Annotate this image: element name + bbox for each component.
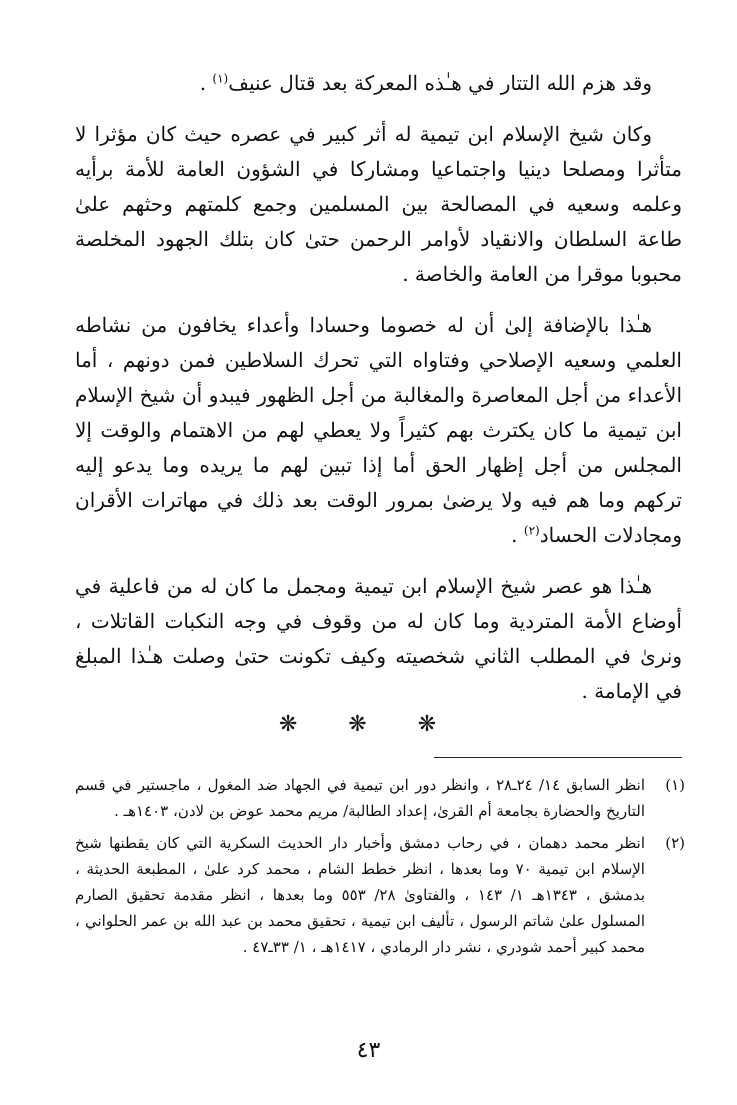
paragraph-1 — [75, 66, 682, 101]
footnotes — [75, 772, 685, 960]
footnote-2-text: انظر محمد دهمان ، في رحاب دمشق وأخبار دار الحديث السكرية التي كان يقطنها شيخ الإسلام ابن تيمية ٧٠ وما بعدها ، انظر خطط الشام ، محمد كرد علىٰ ، المطبعة الحديثة ، بدمشق ، ١٣٤٣هـ ١/ ١٤٣ ، والفتاوىٰ ٢٨/ ٥٥٣ وما بعدها ، انظر مقدمة تحقيق الصارم المسلول علىٰ شاتم الرسول ، تأليف ابن تيمية ، تحقيق محمد بن عبد الله بن عمر الحلواني ، محمد كبير أحمد شودري ، نشر دار الرمادي ، ١٤١٧هـ ، ١/ ٣٣ـ٤٧ . — [75, 834, 646, 956]
footnote-ref-2: (٢) — [523, 523, 540, 538]
paragraph-4-text: هـٰذا هو عصر شيخ الإسلام ابن تيمية ومجمل ما كان له من فاعلية في أوضاع الأمة المتردية وما كان له من وقوف في وجه النكبات القاتلات ، ونرىٰ في المطلب الثاني شخصيته وكيف تكونت حتىٰ وصلت هـٰذا المبلغ في الإمامة . — [75, 574, 682, 703]
footnote-ref-1: (١) — [212, 71, 229, 86]
footnote-1-text: انظر السابق ١٤/ ٢٤ـ٢٨ ، وانظر دور ابن تيمية في الجهاد ضد المغول ، ماجستير في قسم التاريخ والحضارة بجامعة أم القرىٰ، إعداد الطالبة/ مريم محمد عوض بن لادن، ١٤٠٣هـ . — [75, 776, 645, 820]
footnote-2-mark: (٢) — [665, 834, 685, 852]
paragraph-1-end: . — [199, 71, 213, 95]
footnote-divider — [434, 757, 682, 758]
paragraph-3-end: . — [511, 523, 524, 547]
footnote-1-mark: (١) — [665, 776, 685, 794]
paragraph-3 — [75, 308, 682, 553]
paragraph-2-text: وكان شيخ الإسلام ابن تيمية له أثر كبير في عصره حيث كان مؤثرا لا متأثرا ومصلحا دينيا واجتماعيا ومشاركا في الشؤون العامة للأمة برأيه وعلمه وسعيه في المصالحة بين المسلمين وجمع كلمتهم وحثهم علىٰ طاعة السلطان والانقياد لأوامر الرحمن حتىٰ كان بتلك الجهود المخلصة محبوبا موقرا من العامة والخاصة . — [75, 122, 682, 286]
paragraph-2 — [75, 117, 682, 292]
page-number: ٤٣ — [356, 1038, 381, 1063]
footnote-2 — [75, 830, 685, 960]
paragraph-4 — [75, 569, 682, 709]
main-text — [75, 66, 682, 709]
paragraph-1-text: وقد هزم الله التتار في هـٰذه المعركة بعد قتال عنيف — [228, 71, 652, 95]
paragraph-3-text: هـٰذا بالإضافة إلىٰ أن له خصوما وحسادا وأعداء يخافون من نشاطه العلمي وسعيه الإصلاحي وفتاواه التي تحرك السلاطين فمن دونهم ، أما الأعداء من أجل المعاصرة والمغالبة من أجل الظهور فيبدو أن شيخ الإسلام ابن تيمية ما كان يكترث بهم كثيراً ولا يعطي لهم من الاهتمام والوقت إلا المجلس من أجل إظهار الحق أما إذا تبين لهم ما يريده وما يدعو إليه تركهم وما هم فيه ولا يرضىٰ بمرور الوقت بعد ذلك في مهاترات الأقران ومجادلات الحساد — [75, 313, 682, 547]
section-separator: ❋ ❋ ❋ — [278, 712, 459, 737]
footnote-1 — [75, 772, 685, 824]
